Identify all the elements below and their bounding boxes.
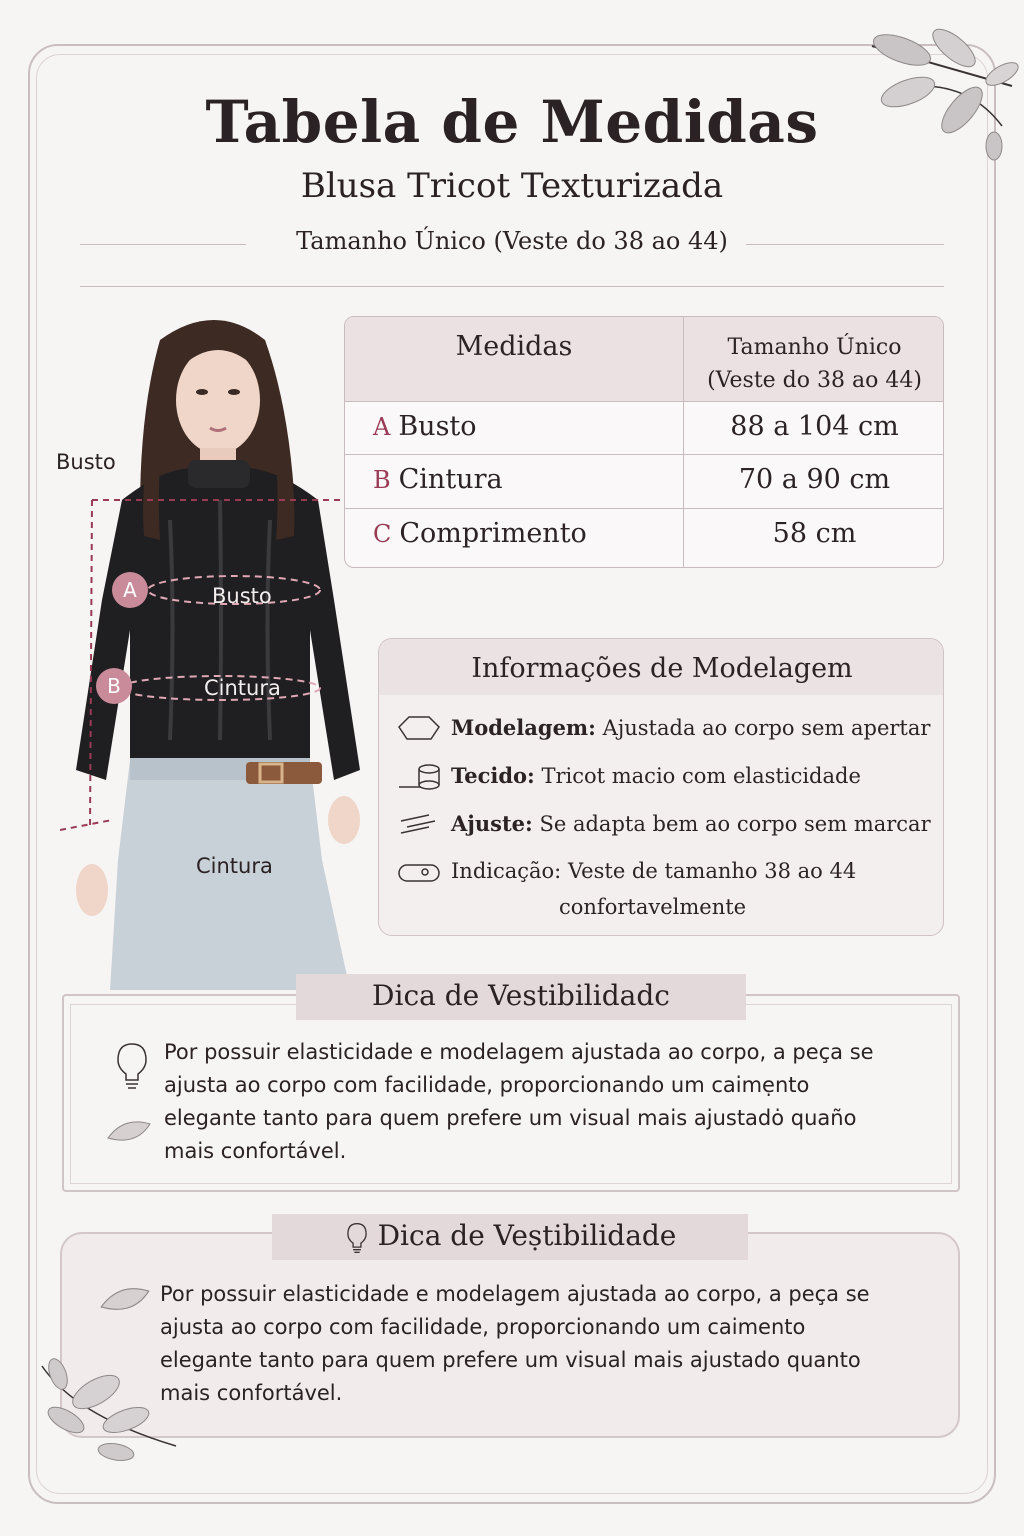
cintura-bottom-label: Cintura (196, 854, 273, 878)
marker-b-badge: B (96, 668, 132, 704)
tip-2-banner (272, 1214, 748, 1260)
row-value: 70 a 90 cm (738, 464, 891, 495)
header-tamanho (684, 331, 944, 397)
info-item-tecido: Tecido: Tricot macio com elasticidade (451, 763, 861, 788)
divider-full (80, 286, 944, 287)
info-item-indicacao: Indicação: Veste de tamanho 38 ao 44 (451, 859, 857, 883)
marker-a-badge: A (112, 572, 148, 608)
size-line: Tamanho Único (Veste do 38 ao 44) (296, 227, 728, 255)
divider-right (746, 244, 944, 245)
shirt-icon (395, 713, 443, 743)
model-figure-illustration (60, 300, 360, 990)
info-item-ajuste: Ajuste: Se adapta bem ao corpo sem marcar (451, 811, 931, 836)
page-subtitle: Blusa Tricot Texturizada (300, 166, 724, 206)
table-row-divider (345, 454, 944, 455)
table-row-divider (345, 508, 944, 509)
leaves-decoration-icon (36, 1356, 186, 1466)
lightbulb-icon (344, 1221, 370, 1255)
page-title: Tabela de Medidas (205, 88, 819, 156)
row-letter: A (373, 413, 391, 441)
table-row (373, 518, 587, 549)
leaf-icon (96, 1282, 154, 1316)
measurement-table (344, 316, 944, 568)
tag-icon (395, 857, 443, 887)
table-row (373, 411, 477, 442)
info-title: Informações de Modelagem (471, 653, 853, 684)
row-letter: B (373, 466, 391, 494)
row-label: Cintura (398, 464, 503, 495)
table-row-divider (345, 401, 944, 402)
row-value: 58 cm (772, 518, 857, 549)
tip-1-title: Dica de Vestibilidadc (372, 979, 670, 1012)
tip-1-text: Por possuir elasticidade e modelagem ajustada ao corpo, a peça se ajusta ao corpo com facilidade, proporcionando um caimẹnto elegante tanto para quem prefere um visual mais ajustadȯ quaño mais confortável. (164, 1040, 874, 1163)
fabric-roll-icon (395, 761, 443, 791)
header-tamanho-line1: Tamanho Único (727, 335, 902, 360)
leaf-icon (104, 1116, 154, 1146)
row-label: Comprimento (399, 518, 587, 549)
row-label: Busto (398, 411, 477, 442)
modelagem-info-box (378, 638, 944, 936)
cintura-label: Cintura (204, 676, 281, 700)
row-letter: C (373, 520, 392, 548)
tip-2-text: Por possuir elasticidade e modelagem ajustada ao corpo, a peça se ajusta ao corpo com facilidade, proporcionando um caimento elegante tanto para quem prefere um visual mais ajustado quanto mais confortável. (160, 1282, 870, 1405)
lightbulb-icon (112, 1040, 152, 1092)
tip-2-title: Dica de Veṣtibilidade (377, 1219, 677, 1252)
table-row (373, 464, 503, 495)
header-tamanho-line2: (Veste do 38 ao 44) (707, 368, 922, 393)
row-value: 88 a 104 cm (730, 411, 899, 442)
info-item-modelagem: Modelagem: Ajustada ao corpo sem apertar (451, 715, 931, 740)
stretch-icon (395, 809, 443, 839)
tip-1-banner (296, 974, 746, 1020)
header-medidas: Medidas (455, 331, 573, 362)
busto-side-label: Busto (56, 450, 116, 474)
info-item-indicacao-cont: confortavelmente (559, 895, 747, 919)
busto-label: Busto (212, 584, 272, 608)
